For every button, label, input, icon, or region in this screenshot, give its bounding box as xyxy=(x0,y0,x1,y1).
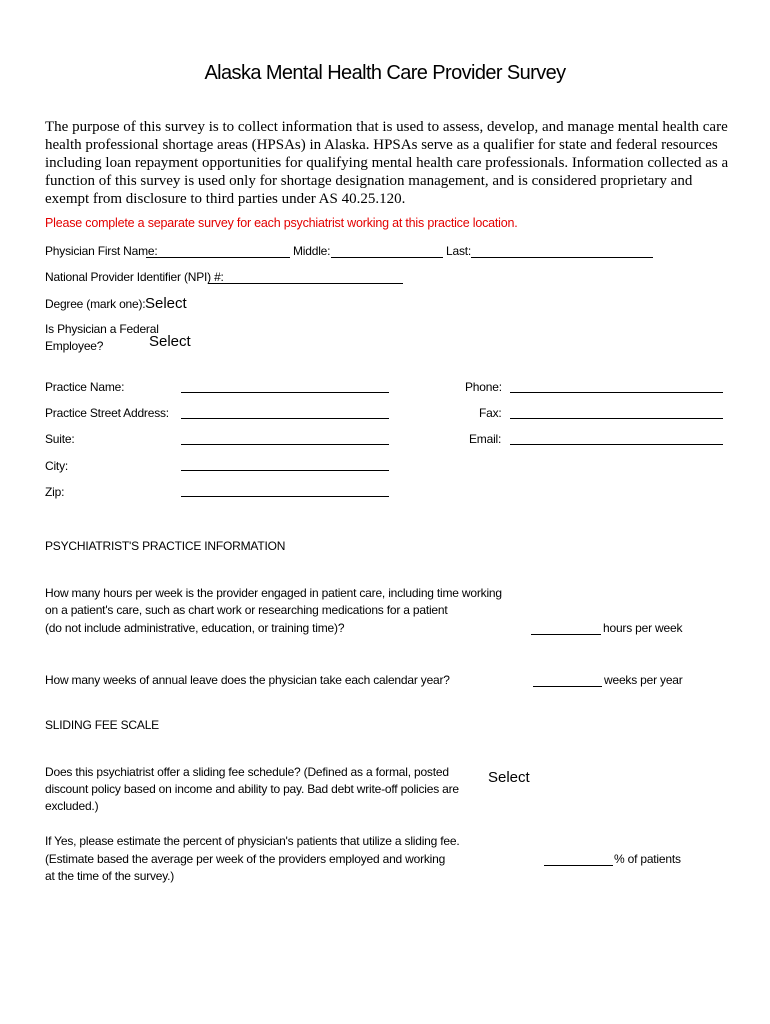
middle-name-field[interactable] xyxy=(331,257,443,258)
practice-street-field[interactable] xyxy=(181,418,389,419)
sliding-fee-heading: SLIDING FEE SCALE xyxy=(45,718,159,732)
federal-employee-select[interactable]: Select xyxy=(149,333,191,350)
city-field[interactable] xyxy=(181,470,389,471)
sliding-fee-select[interactable]: Select xyxy=(488,769,530,786)
percent-question-line3: at the time of the survey.) xyxy=(45,869,175,883)
hours-question-line2: on a patient's care, such as chart work or researching medications for a patient xyxy=(45,603,448,617)
hours-question-line1: How many hours per week is the provider engaged in patient care, including time working xyxy=(45,586,502,600)
psych-info-heading: PSYCHIATRIST'S PRACTICE INFORMATION xyxy=(45,539,286,553)
middle-name-label: Middle: xyxy=(293,244,331,258)
intro-paragraph: The purpose of this survey is to collect information that is used to assess, develop, and manage mental health care health professional shortage areas (HPSAs) in Alaska. HPSAs serve as a qualifier for state and federal resources including loan repayment opportunities for qualifying mental health care professionals. Information collected as a function of this survey is used only for shortage designation management, and is considered proprietary and exempt from disclosure to third parties under AS 40.25.120. xyxy=(45,119,729,207)
federal-employee-label-line2: Employee? xyxy=(45,339,104,353)
last-name-field[interactable] xyxy=(471,257,653,258)
practice-street-label: Practice Street Address: xyxy=(45,406,169,420)
degree-select[interactable]: Select xyxy=(145,295,187,312)
phone-field[interactable] xyxy=(510,392,723,393)
zip-field[interactable] xyxy=(181,496,389,497)
fax-field[interactable] xyxy=(510,418,723,419)
hours-question-line3: (do not include administrative, education, or training time)? xyxy=(45,621,345,635)
sliding-fee-question-line1: Does this psychiatrist offer a sliding fee schedule? (Defined as a formal, posted xyxy=(45,765,449,779)
suite-label: Suite: xyxy=(45,432,75,446)
federal-employee-label-line1: Is Physician a Federal xyxy=(45,322,159,336)
percent-question-line1: If Yes, please estimate the percent of physician's patients that utilize a sliding fee. xyxy=(45,834,460,848)
first-name-field[interactable] xyxy=(146,257,290,258)
page-title: Alaska Mental Health Care Provider Survey xyxy=(204,62,566,84)
email-label: Email: xyxy=(469,432,502,446)
percent-unit-label: % of patients xyxy=(614,852,681,866)
percent-patients-field[interactable] xyxy=(544,865,613,866)
degree-label: Degree (mark one): xyxy=(45,297,146,311)
suite-field[interactable] xyxy=(181,444,389,445)
leave-question: How many weeks of annual leave does the physician take each calendar year? xyxy=(45,673,450,687)
fax-label: Fax: xyxy=(479,406,502,420)
percent-question-line2: (Estimate based the average per week of the providers employed and working xyxy=(45,852,446,866)
npi-label: National Provider Identifier (NPI) #: xyxy=(45,270,224,284)
email-field[interactable] xyxy=(510,444,723,445)
last-name-label: Last: xyxy=(446,244,472,258)
hours-per-week-field[interactable] xyxy=(531,634,601,635)
practice-name-field[interactable] xyxy=(181,392,389,393)
first-name-label: Physician First Name: xyxy=(45,244,158,258)
sliding-fee-question-line3: excluded.) xyxy=(45,799,99,813)
phone-label: Phone: xyxy=(465,380,502,394)
practice-name-label: Practice Name: xyxy=(45,380,125,394)
leave-unit-label: weeks per year xyxy=(604,673,683,687)
npi-field[interactable] xyxy=(208,283,403,284)
city-label: City: xyxy=(45,459,69,473)
hours-unit-label: hours per week xyxy=(603,621,683,635)
weeks-per-year-field[interactable] xyxy=(533,686,602,687)
zip-label: Zip: xyxy=(45,485,65,499)
sliding-fee-question-line2: discount policy based on income and ability to pay. Bad debt write-off policies are xyxy=(45,782,459,796)
instruction-note: Please complete a separate survey for each psychiatrist working at this practice location. xyxy=(45,216,518,230)
